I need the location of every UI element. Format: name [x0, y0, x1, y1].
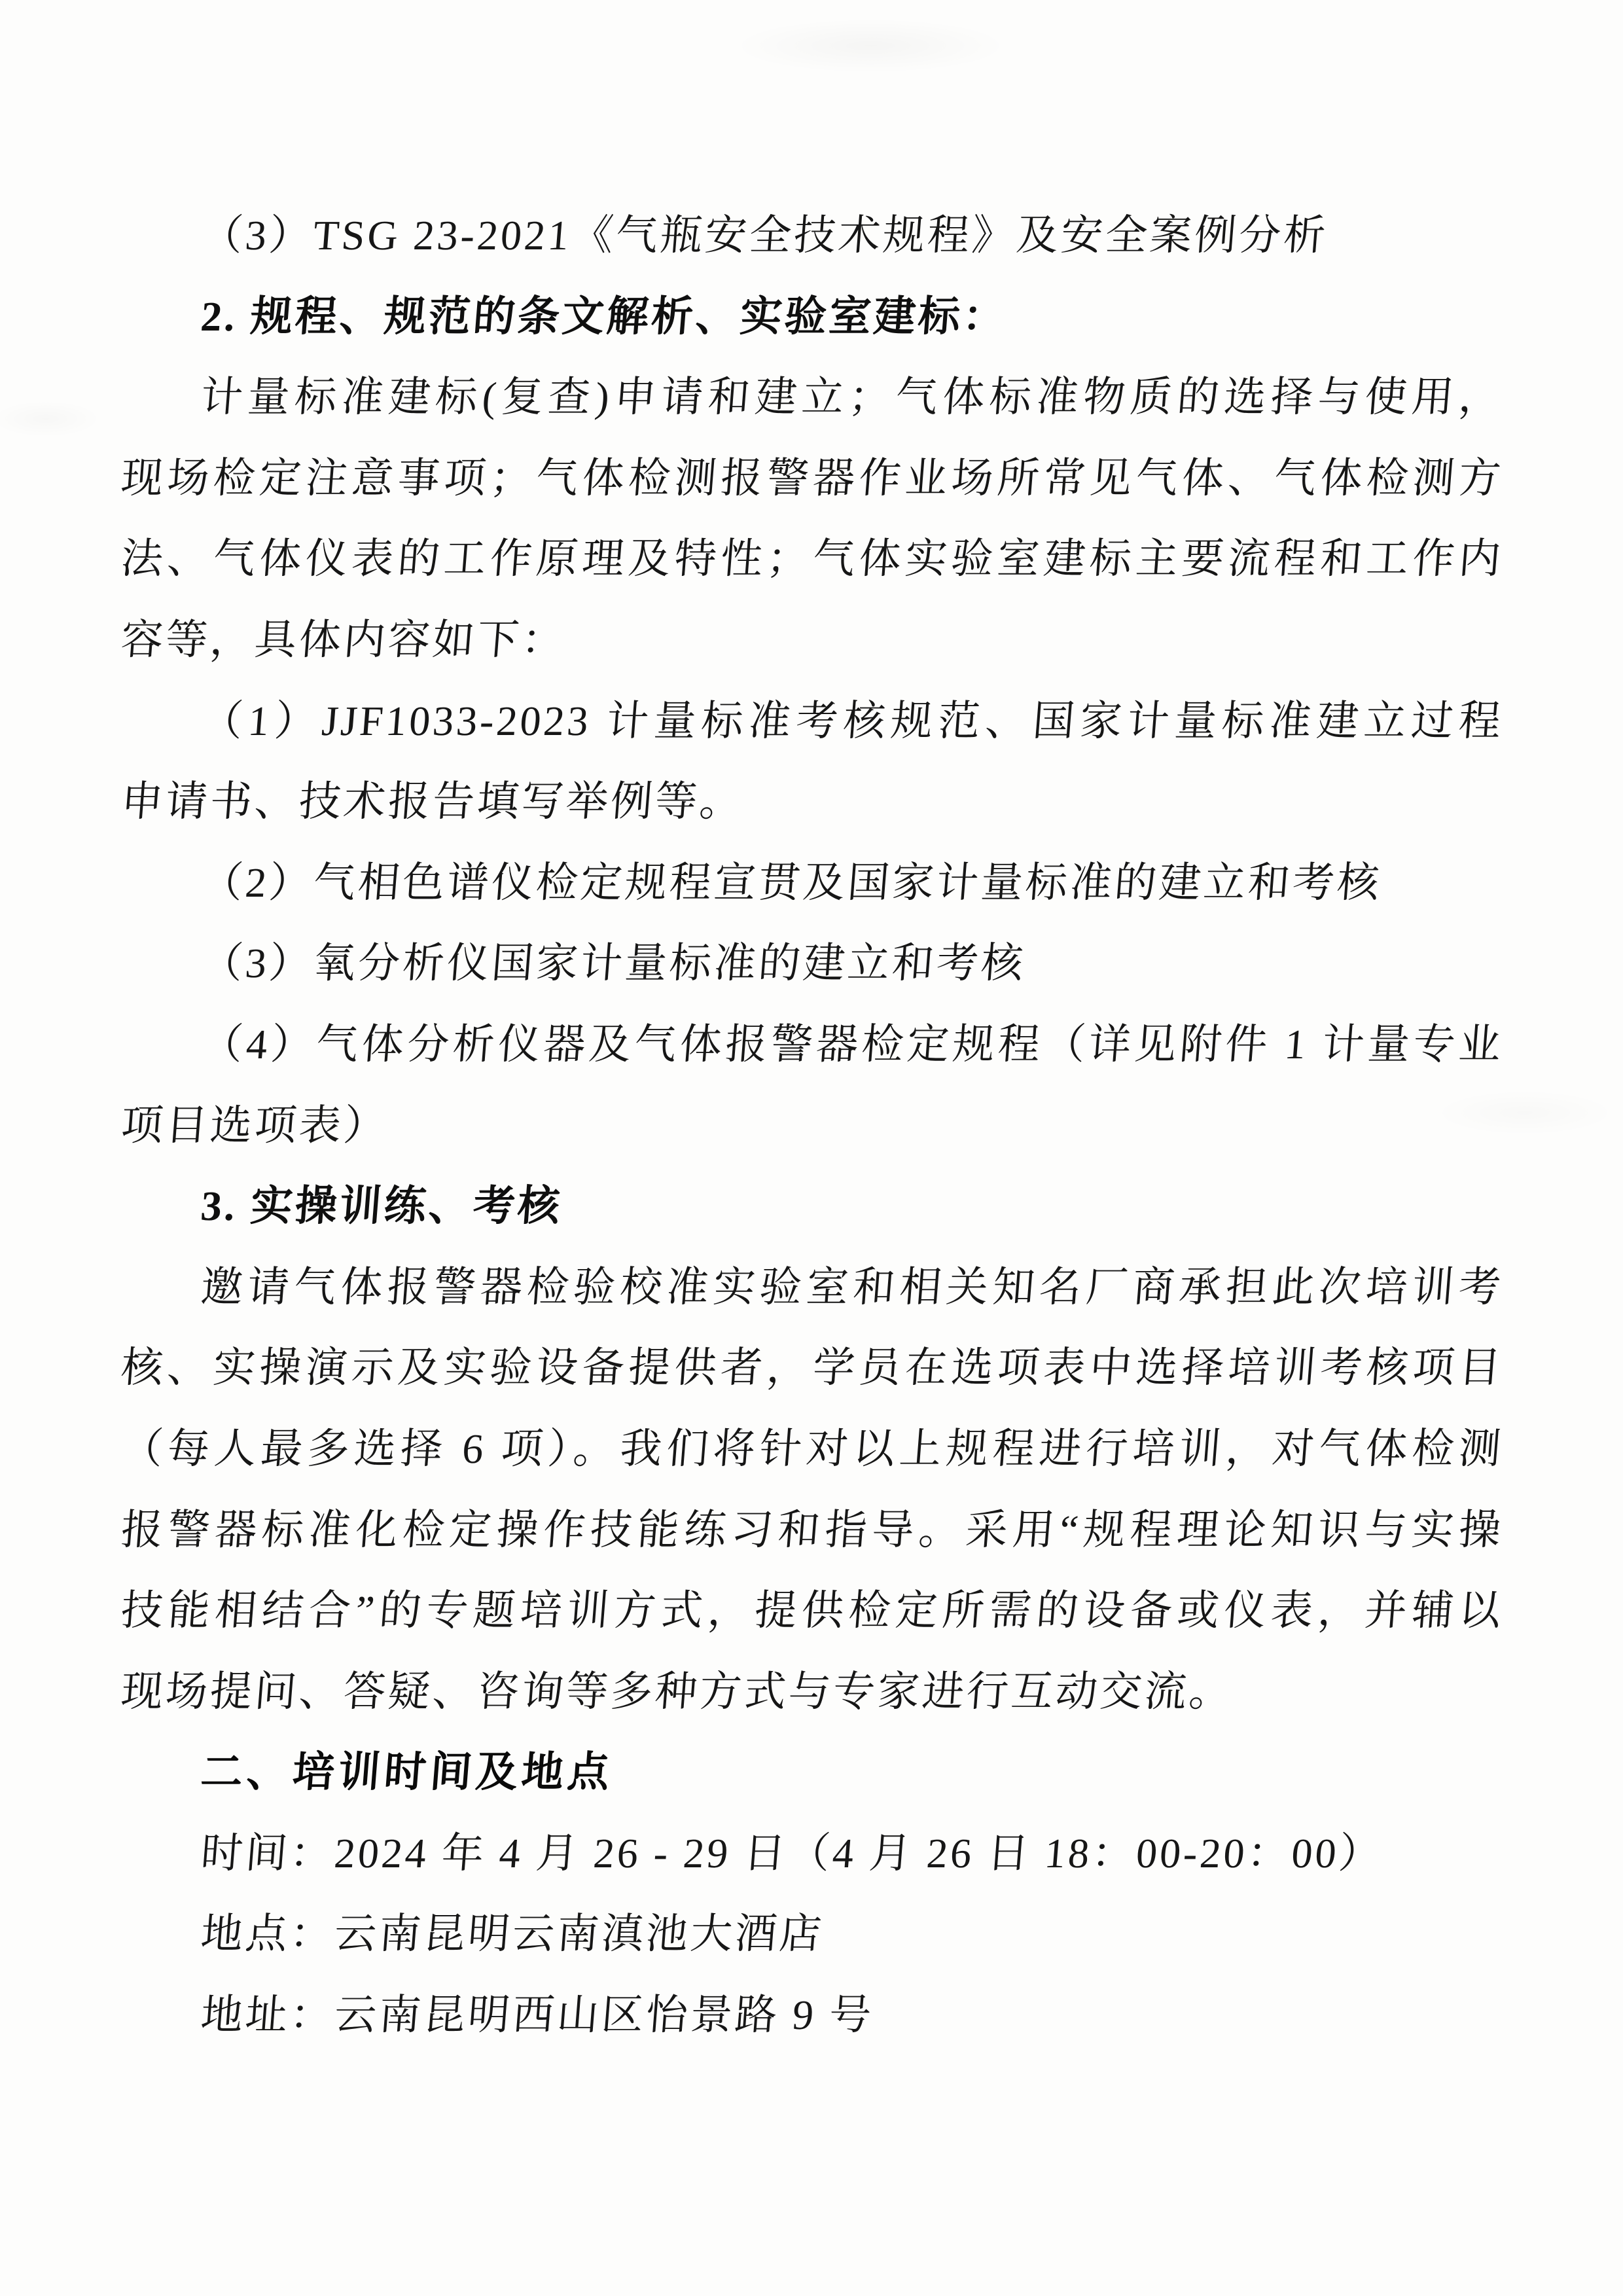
doc-line-paragraph: 容等，具体内容如下： — [119, 616, 568, 663]
doc-line-list-item-2: （2）气相色谱仪检定规程宣贯及国家计量标准的建立和考核 — [199, 859, 1383, 906]
document-text-block — [121, 195, 1503, 2056]
doc-line-paragraph: 现场提问、答疑、咨询等多种方式与专家进行互动交流。 — [119, 1668, 1236, 1715]
doc-line-paragraph: 邀请气体报警器检验校准实验室和相关知名厂商承担此次培训考 — [199, 1263, 1505, 1310]
section-heading-2: 2. 规程、规范的条文解析、实验室建标： — [199, 293, 1009, 340]
doc-line-list-item-3: （3）氧分析仪国家计量标准的建立和考核 — [199, 940, 1027, 987]
doc-line-paragraph: （每人最多选择 6 项）。我们将针对以上规程进行培训，对气体检测 — [119, 1425, 1505, 1472]
doc-line-list-item-3-tsg: （3）TSG 23-2021《气瓶安全技术规程》及安全案例分析 — [199, 212, 1330, 259]
doc-line-list-item-4: （4）气体分析仪器及气体报警器检定规程（详见附件 1 计量专业 — [199, 1020, 1505, 1067]
schedule-address-line: 地址：云南昆明西山区怡景路 9 号 — [199, 1992, 876, 2039]
doc-line-paragraph: 计量标准建标(复查)申请和建立；气体标准物质的选择与使用， — [199, 374, 1505, 421]
schedule-time-line: 时间：2024 年 4 月 26 - 29 日（4 月 26 日 18：00-20：00） — [199, 1829, 1385, 1876]
doc-line-paragraph: 技能相结合”的专题培训方式，提供检定所需的设备或仪表，并辅以 — [119, 1587, 1505, 1634]
doc-line-list-item-cont: 申请书、技术报告填写举例等。 — [119, 778, 746, 825]
doc-line-paragraph: 核、实操演示及实验设备提供者，学员在选项表中选择培训考核项目 — [119, 1344, 1505, 1391]
doc-line-list-item-1-jjf: （1）JJF1033-2023 计量标准考核规范、国家计量标准建立过程 — [199, 697, 1505, 744]
doc-line-list-item-cont: 项目选项表） — [119, 1102, 390, 1149]
doc-line-paragraph: 报警器标准化检定操作技能练习和指导。采用“规程理论知识与实操 — [119, 1506, 1505, 1553]
schedule-venue-line: 地点：云南昆明云南滇池大酒店 — [199, 1910, 826, 1958]
chapter-heading-training-time-location: 二、培训时间及地点 — [199, 1748, 615, 1796]
doc-line-paragraph: 现场检定注意事项；气体检测报警器作业场所常见气体、气体检测方 — [119, 454, 1505, 501]
section-heading-3: 3. 实操训练、考核 — [199, 1183, 564, 1230]
doc-line-paragraph: 法、气体仪表的工作原理及特性；气体实验室建标主要流程和工作内 — [119, 535, 1505, 583]
